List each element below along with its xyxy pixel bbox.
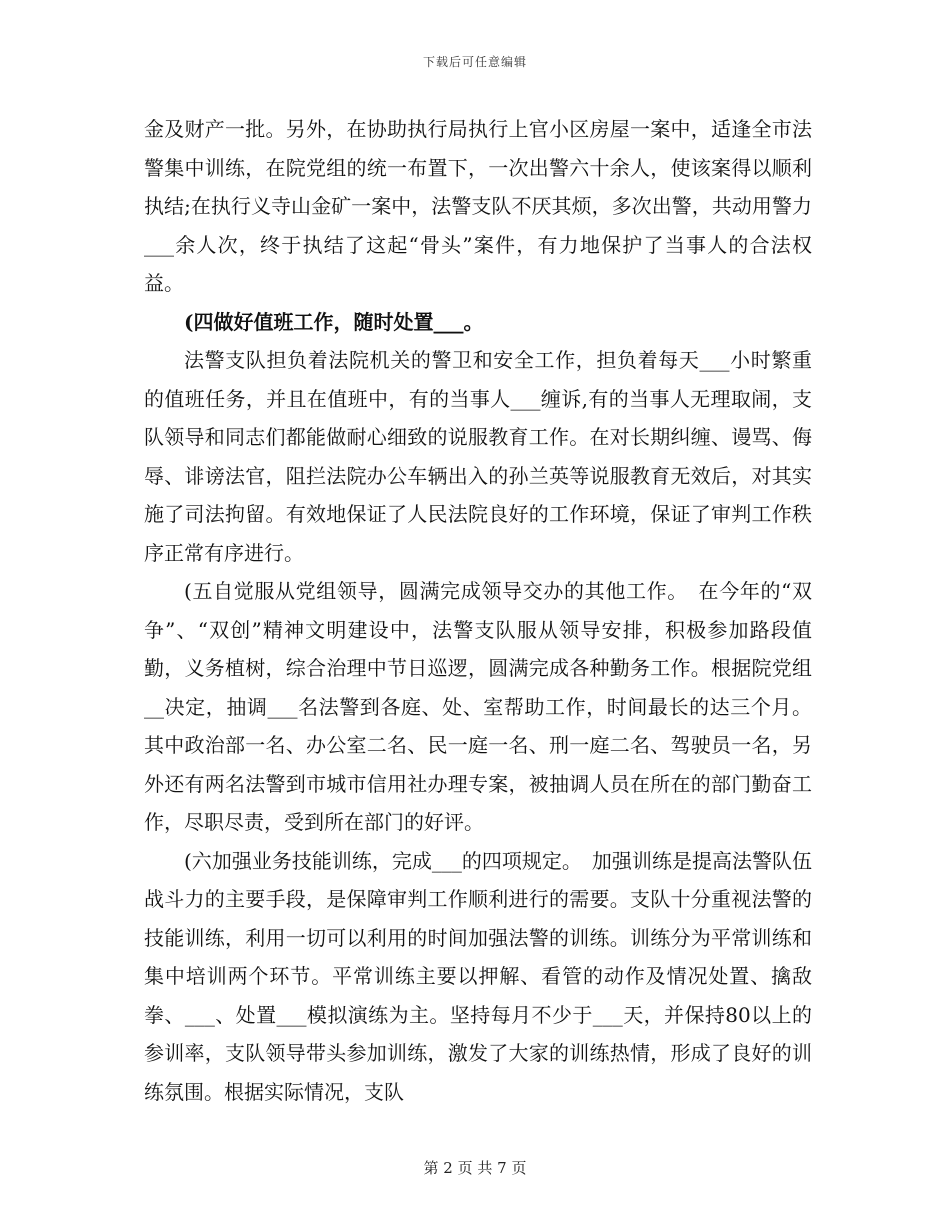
header-note: 下载后可任意编辑 [422, 55, 527, 69]
paragraph-section-5: (五自觉服从党组领导，圆满完成领导交办的其他工作。 在今年的“双争”、“双创”精神文明建设中，法警支队服从领导安排，积极参加路段值勤，义务植树，综合治理中节日巡逻，圆满完成各种勤务工作。根据院党组__决定，抽调___名法警到各庭、处、室帮助工作，时间最长的达三个月。其中政治部一名、办公室二名、民一庭一名、刑一庭二名、驾驶员一名，另外还有两名法警到市城市信用社办理专案，被抽调人员在所在的部门勤奋工作，尽职尽责，受到所在部门的好评。 [144, 579, 812, 834]
document-body [144, 110, 812, 1111]
page-number: 第 2 页 共 7 页 [423, 1159, 527, 1177]
paragraph-duty-work: 法警支队担负着法院机关的警卫和安全工作，担负着每天___小时繁重的值班任务，并且在值班中，有的当事人___缠诉,有的当事人无理取闹，支队领导和同志们都能做耐心细致的说服教育工作。在对长期纠缠、谩骂、侮辱、诽谤法官，阻拦法院办公车辆出入的孙兰英等说服教育无效后，对其实施了司法拘留。有效地保证了人民法院良好的工作环境，保证了审判工作秩序正常有序进行。 [144, 348, 812, 565]
paragraph-continuation: 金及财产一批。另外，在协助执行局执行上官小区房屋一案中，适逢全市法警集中训练，在院党组的统一布置下，一次出警六十余人，使该案得以顺利执结;在执行义寺山金矿一案中，法警支队不厌其烦，多次出警，共动用警力___余人次，终于执结了这起“骨头”案件，有力地保护了当事人的合法权益。 [144, 117, 812, 295]
paragraph-section-6: (六加强业务技能训练，完成___的四项规定。 加强训练是提高法警队伍战斗力的主要手段，是保障审判工作顺利进行的需要。支队十分重视法警的技能训练，利用一切可以利用的时间加强法警的训练。训练分为平常训练和集中培训两个环节。平常训练主要以押解、看管的动作及情况处置、擒敌拳、___、处置___模拟演练为主。坚持每月不少于___天，并保持80以上的参训率，支队领导带头参加训练，激发了大家的训练热情，形成了良好的训练氛围。根据实际情况，支队 [144, 848, 812, 1104]
section-heading-4: (四做好值班工作，随时处置___。 [184, 309, 484, 334]
